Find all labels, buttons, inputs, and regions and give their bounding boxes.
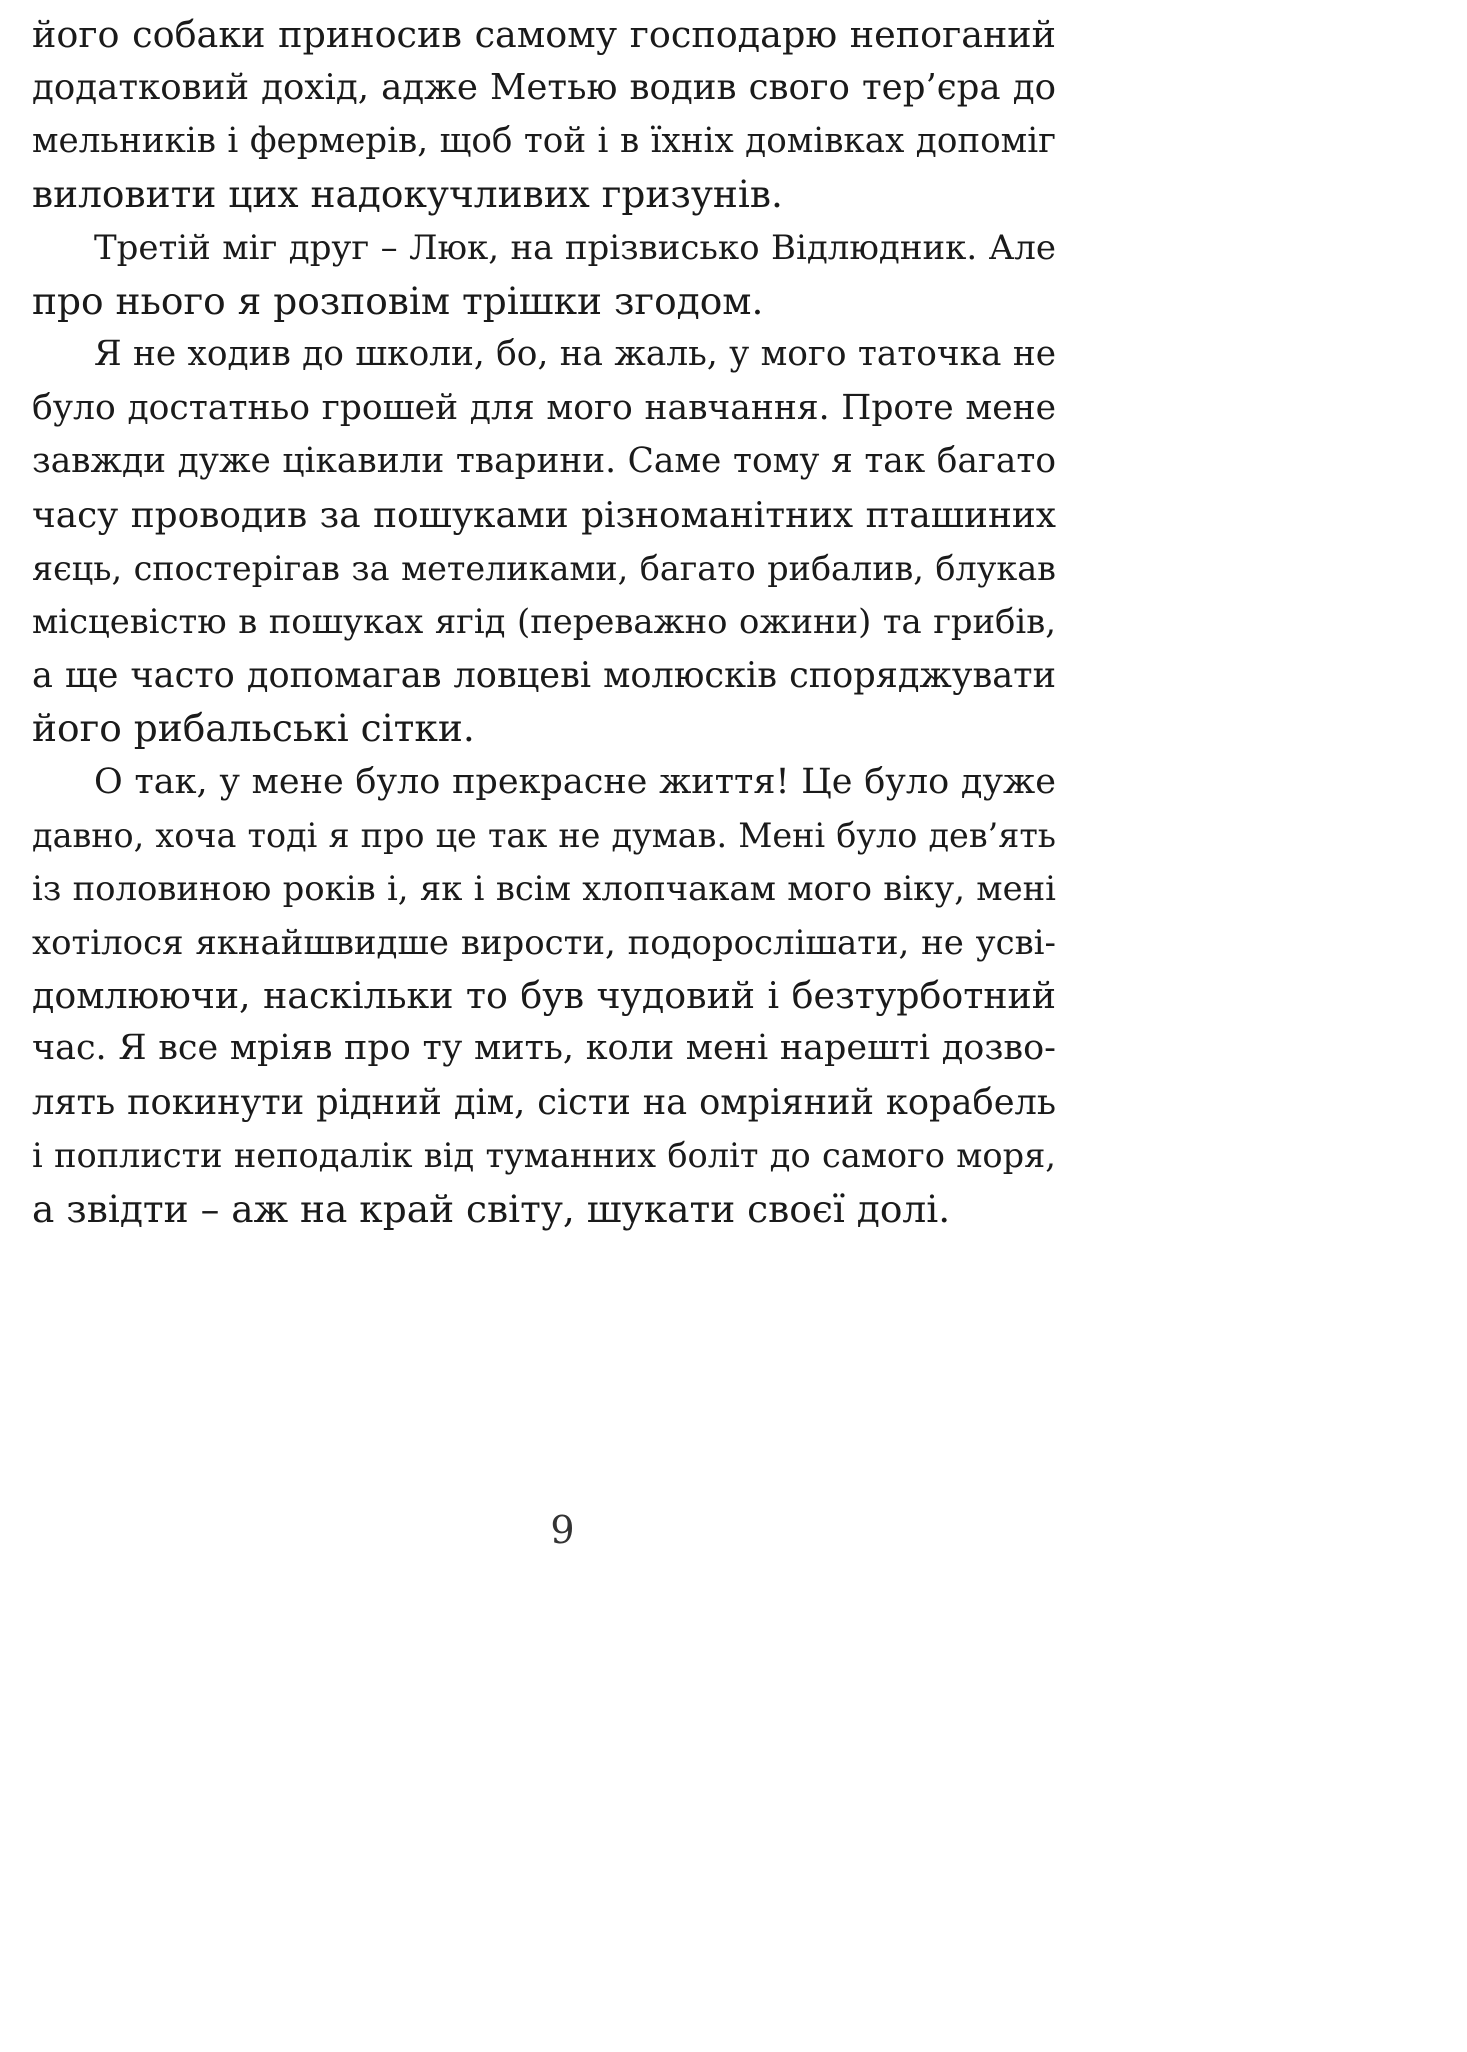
text-line: Я не ходив до школи, бо, на жаль, у мого таточка не <box>94 334 1056 375</box>
page-body <box>32 8 1056 1236</box>
text-line: а звідти – аж на край світу, шукати своєї долі. <box>32 1186 951 1231</box>
text-line: лять покинути рідний дім, сісти на омріяний корабель <box>32 1081 1056 1123</box>
text-line: про нього я розповім трішки згодом. <box>32 278 764 323</box>
text-line: давно, хоча тоді я про це так не думав. Мені було дев’ять <box>32 815 1056 855</box>
text-line: часу проводив за пошуками різноманітних пташиних <box>32 494 1056 536</box>
text-line: його собаки приносив самому господарю непоганий <box>32 13 1056 56</box>
text-line: завжди дуже цікавили тварини. Саме тому я так багато <box>32 441 1056 482</box>
text-line: додатковий дохід, адже Метью водив свого тер’єра до <box>32 67 1056 109</box>
text-line: мельників і фермерів, щоб той і в їхніх домівках допоміг <box>32 120 1056 161</box>
text-line: а ще часто допомагав ловцеві молюсків споряджувати <box>32 654 1056 696</box>
text-line: домлюючи, наскільки то був чудовий і безтурботний <box>32 974 1056 1018</box>
text-line: час. Я все мріяв про ту мить, коли мені нарешті дозво- <box>32 1028 1056 1069</box>
text-line: хотілося якнайшвидше вирости, подорослішати, не усві- <box>32 922 1056 962</box>
text-line: було достатньо грошей для мого навчання. Проте мене <box>32 387 1056 428</box>
paragraph-1 <box>32 8 1056 222</box>
paragraph-2 <box>32 222 1056 329</box>
text-line: О так, у мене було прекрасне життя! Це було дуже <box>94 761 1056 803</box>
text-line: виловити цих надокучливих гризунів. <box>32 172 783 217</box>
paragraph-4 <box>32 755 1056 1236</box>
paragraph-3 <box>32 328 1056 755</box>
text-line: Третій міг друг – Люк, на прізвисько Відлюдник. Але <box>94 227 1056 268</box>
text-line: із половиною років і, як і всім хлопчакам мого віку, мені <box>32 869 1056 909</box>
page-number: 9 <box>550 1508 575 1552</box>
text-line: і поплисти неподалік від туманних боліт до самого моря, <box>32 1136 1056 1176</box>
text-line: яєць, спостерігав за метеликами, багато рибалив, блукав <box>32 548 1056 588</box>
text-line: його рибальські сітки. <box>32 706 475 751</box>
text-line: місцевістю в пошуках ягід (переважно ожини) та грибів, <box>32 602 1056 642</box>
